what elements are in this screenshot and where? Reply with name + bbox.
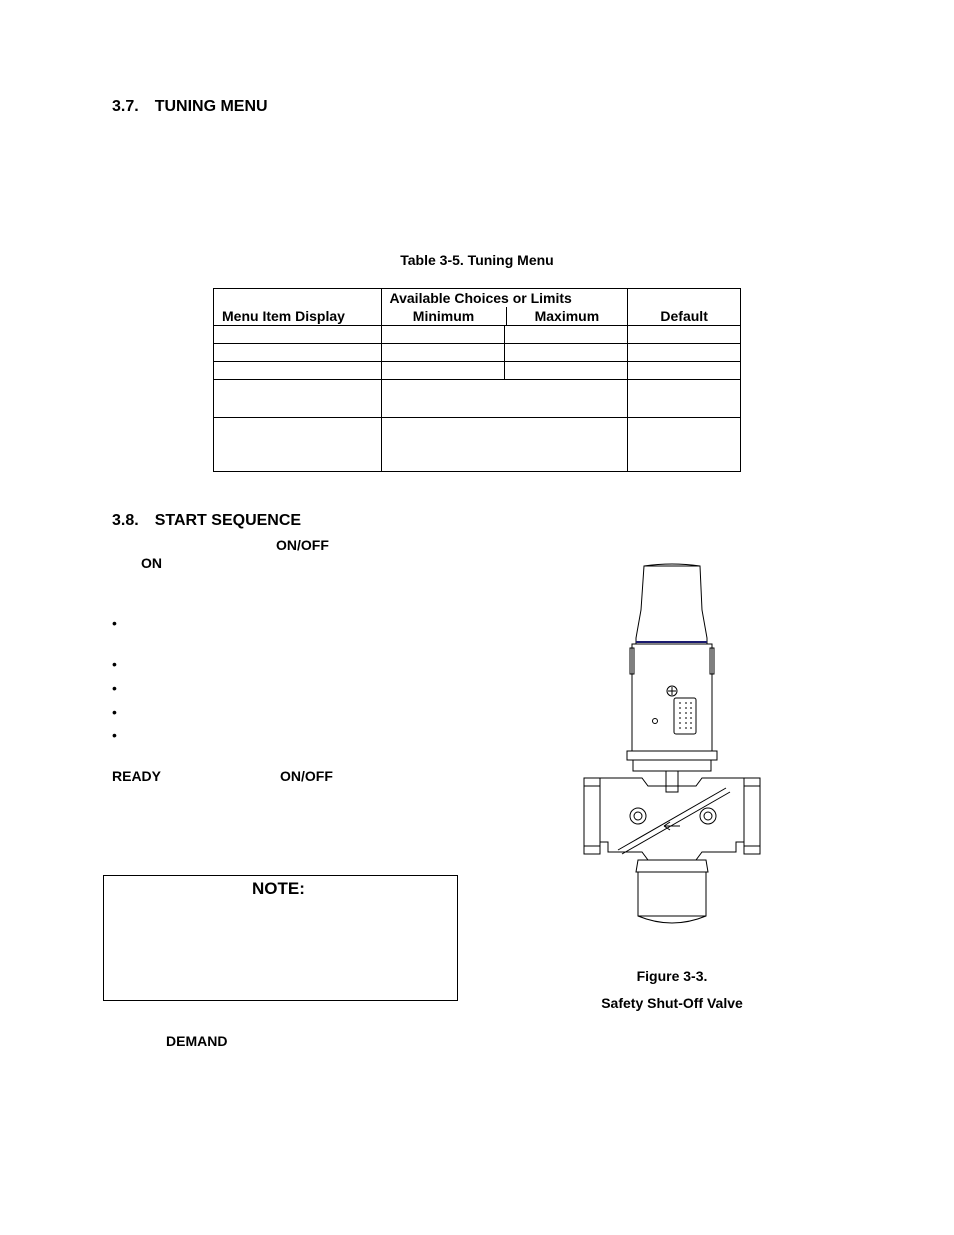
bullet-item: • xyxy=(112,615,117,631)
header-available-choices-label: Available Choices or Limits xyxy=(389,290,572,306)
section-title: TUNING MENU xyxy=(154,98,268,115)
label-ready: READY xyxy=(112,768,162,784)
bullet-item: • xyxy=(112,727,117,743)
header-available-choices xyxy=(381,289,628,326)
table-row xyxy=(214,344,741,362)
header-minimum: Minimum xyxy=(382,307,507,325)
table-header-row xyxy=(214,289,741,326)
figure-number: Figure 3-3. xyxy=(636,968,708,984)
header-menu-item-display: Menu Item Display xyxy=(214,289,382,326)
section-3-7-heading xyxy=(112,98,268,116)
label-on-off-2: ON/OFF xyxy=(280,768,333,784)
section-number: 3.7. xyxy=(112,98,139,115)
table-row xyxy=(214,380,741,418)
figure-caption: Safety Shut-Off Valve xyxy=(601,995,743,1011)
table-row xyxy=(214,362,741,380)
bullet-item: • xyxy=(112,680,117,696)
note-title: NOTE: xyxy=(252,879,305,898)
bullet-item: • xyxy=(112,656,117,672)
note-box xyxy=(103,875,458,1001)
tuning-menu-table xyxy=(213,288,741,472)
label-on-off: ON/OFF xyxy=(276,537,329,553)
bullet-item: • xyxy=(112,704,117,720)
header-maximum: Maximum xyxy=(534,308,600,324)
table-caption: Table 3-5. Tuning Menu xyxy=(400,252,554,268)
table-row xyxy=(214,418,741,472)
header-default: Default xyxy=(628,289,741,326)
label-on: ON xyxy=(141,555,162,571)
safety-shutoff-valve-drawing-icon xyxy=(576,560,768,932)
table-row xyxy=(214,326,741,344)
section-3-8-heading xyxy=(112,512,301,530)
section-title: START SEQUENCE xyxy=(154,512,302,529)
label-demand: DEMAND xyxy=(166,1033,228,1049)
section-number: 3.8. xyxy=(112,512,139,529)
